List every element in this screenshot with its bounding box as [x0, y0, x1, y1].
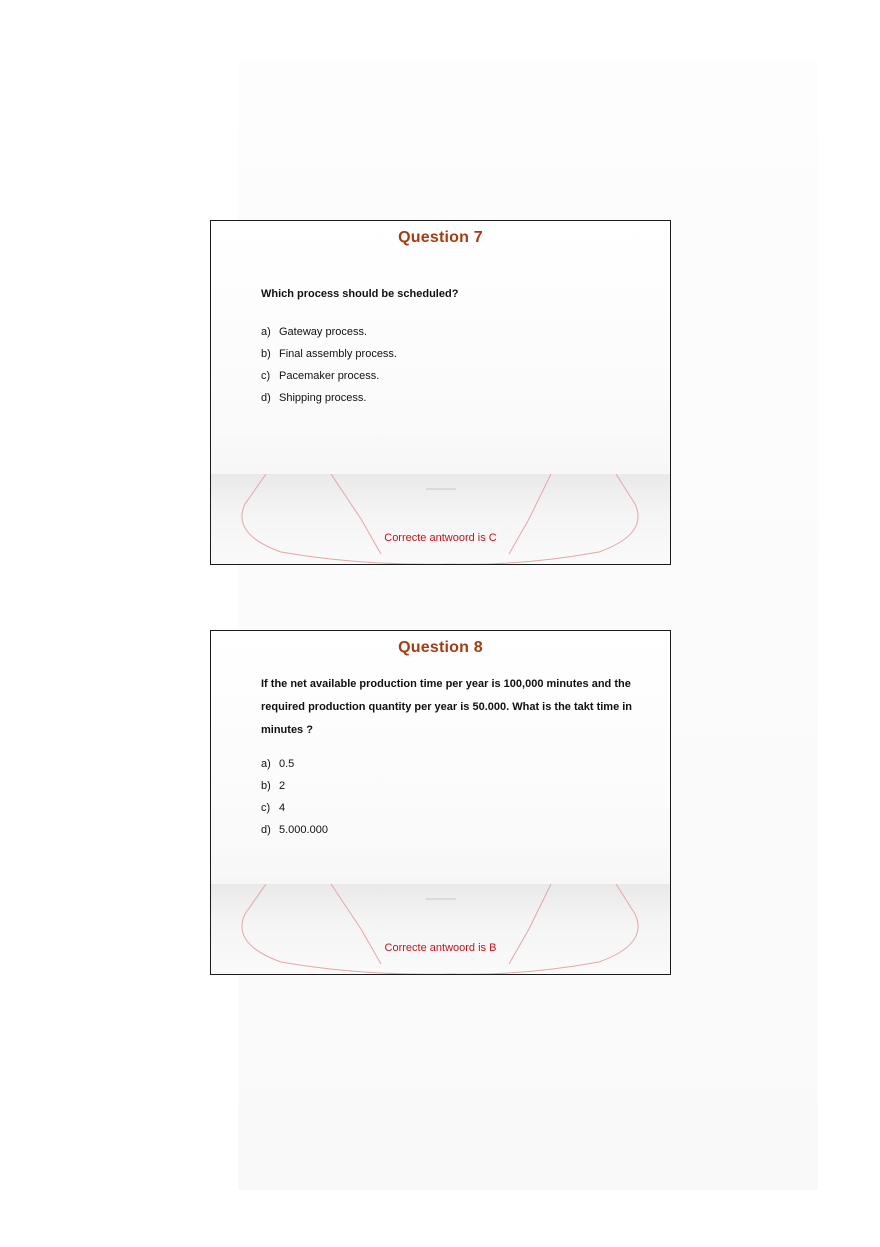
question-text: Which process should be scheduled?	[261, 288, 459, 300]
option-text: Final assembly process.	[279, 348, 397, 360]
slide-title: Question 8	[398, 639, 483, 656]
option-letter: b)	[261, 348, 271, 360]
option-text: Shipping process.	[279, 392, 367, 404]
option-text: Pacemaker process.	[279, 370, 380, 382]
option-letter: c)	[261, 370, 271, 382]
question-text: If the net available production time per year is 100,000 minutes and the required production quantity per year is 50.000. What is the takt time in minutes ?	[261, 678, 633, 736]
option-letter: d)	[261, 392, 271, 404]
option-b	[261, 775, 328, 797]
option-c	[261, 365, 397, 387]
option-text: 5.000.000	[279, 824, 328, 836]
option-a	[261, 753, 328, 775]
correct-answer: Correcte antwoord is B	[384, 942, 497, 954]
option-text: 0.5	[279, 758, 295, 770]
option-c	[261, 797, 328, 819]
slide-question-8	[210, 630, 671, 975]
slide-title: Question 7	[398, 229, 483, 246]
option-letter: a)	[261, 758, 271, 770]
court-decoration-graphic	[211, 884, 670, 974]
slide-footer	[211, 884, 670, 974]
court-decoration-graphic	[211, 474, 670, 564]
correct-answer: Correcte antwoord is C	[384, 532, 497, 544]
option-a	[261, 321, 397, 343]
option-text: Gateway process.	[279, 326, 368, 338]
option-d	[261, 819, 328, 841]
option-letter: a)	[261, 326, 271, 338]
option-text: 4	[279, 802, 286, 814]
slide-question-7	[210, 220, 671, 565]
option-b	[261, 343, 397, 365]
answer-options	[261, 321, 397, 409]
option-letter: b)	[261, 780, 271, 792]
option-text: 2	[279, 780, 286, 792]
slide-footer	[211, 474, 670, 564]
option-d	[261, 387, 397, 409]
option-letter: c)	[261, 802, 271, 814]
answer-options	[261, 753, 328, 841]
option-letter: d)	[261, 824, 271, 836]
